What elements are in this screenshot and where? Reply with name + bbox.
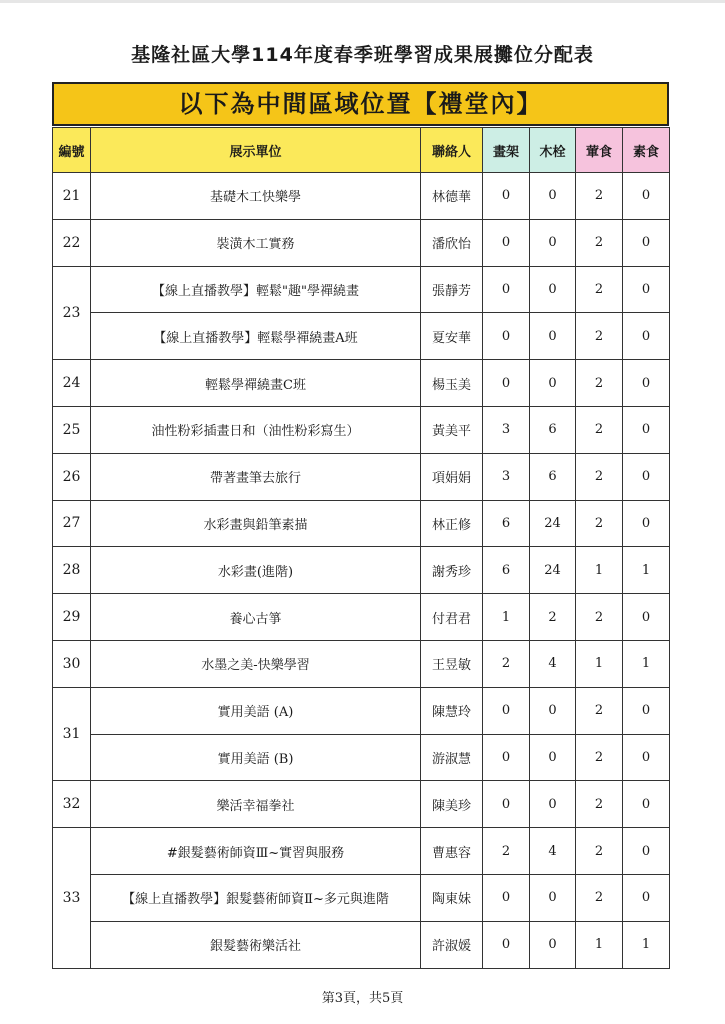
veg-meal-count-cell: 0 [623, 173, 670, 220]
wood-peg-count-cell: 0 [530, 921, 576, 968]
easel-count-cell: 3 [483, 453, 530, 500]
exhibit-unit-cell: 實用美語 (B) [91, 734, 421, 781]
wood-peg-count-cell: 6 [530, 406, 576, 453]
contact-person-cell: 謝秀珍 [421, 547, 483, 594]
table-row [53, 173, 670, 220]
wood-peg-count-cell: 0 [530, 360, 576, 407]
header-unit: 展示單位 [91, 128, 421, 173]
exhibit-unit-cell: 水彩畫(進階) [91, 547, 421, 594]
header-contact: 聯絡人 [421, 128, 483, 173]
contact-person-cell: 夏安華 [421, 313, 483, 360]
booth-number-cell: 32 [53, 781, 91, 828]
contact-person-cell: 黃美平 [421, 406, 483, 453]
veg-meal-count-cell: 0 [623, 594, 670, 641]
contact-person-cell: 陳慧玲 [421, 687, 483, 734]
meat-meal-count-cell: 2 [576, 453, 623, 500]
meat-meal-count-cell: 1 [576, 640, 623, 687]
scan-edge [0, 0, 725, 3]
booth-number-cell: 23 [53, 266, 91, 360]
wood-peg-count-cell: 2 [530, 594, 576, 641]
contact-person-cell: 王昱敏 [421, 640, 483, 687]
booth-number-cell: 21 [53, 173, 91, 220]
exhibit-unit-cell: 基礎木工快樂學 [91, 173, 421, 220]
veg-meal-count-cell: 0 [623, 266, 670, 313]
easel-count-cell: 0 [483, 781, 530, 828]
easel-count-cell: 0 [483, 173, 530, 220]
exhibit-unit-cell: 實用美語 (A) [91, 687, 421, 734]
veg-meal-count-cell: 0 [623, 734, 670, 781]
booth-number-cell: 22 [53, 219, 91, 266]
booth-number-cell: 27 [53, 500, 91, 547]
meat-meal-count-cell: 2 [576, 360, 623, 407]
wood-peg-count-cell: 0 [530, 266, 576, 313]
contact-person-cell: 項娟娟 [421, 453, 483, 500]
meat-meal-count-cell: 1 [576, 547, 623, 594]
exhibit-unit-cell: 帶著畫筆去旅行 [91, 453, 421, 500]
meat-meal-count-cell: 2 [576, 874, 623, 921]
easel-count-cell: 0 [483, 219, 530, 266]
wood-peg-count-cell: 0 [530, 781, 576, 828]
easel-count-cell: 2 [483, 828, 530, 875]
page-footer: 第3頁，共5頁 [321, 991, 404, 1006]
veg-meal-count-cell: 0 [623, 781, 670, 828]
header-wood-peg: 木栓 [530, 128, 576, 173]
easel-count-cell: 6 [483, 547, 530, 594]
meat-meal-count-cell: 2 [576, 781, 623, 828]
exhibit-unit-cell: 水墨之美-快樂學習 [91, 640, 421, 687]
contact-person-cell: 林正修 [421, 500, 483, 547]
veg-meal-count-cell: 1 [623, 547, 670, 594]
booth-number-cell: 30 [53, 640, 91, 687]
veg-meal-count-cell: 0 [623, 687, 670, 734]
table-row [53, 828, 670, 875]
table-row [53, 266, 670, 313]
wood-peg-count-cell: 0 [530, 734, 576, 781]
meat-meal-count-cell: 2 [576, 594, 623, 641]
table-row [53, 640, 670, 687]
table-row [53, 687, 670, 734]
wood-peg-count-cell: 24 [530, 547, 576, 594]
meat-meal-count-cell: 2 [576, 734, 623, 781]
table-row [53, 547, 670, 594]
veg-meal-count-cell: 0 [623, 360, 670, 407]
table-body [53, 173, 670, 969]
meat-meal-count-cell: 2 [576, 828, 623, 875]
contact-person-cell: 楊玉美 [421, 360, 483, 407]
easel-count-cell: 6 [483, 500, 530, 547]
booth-number-cell: 26 [53, 453, 91, 500]
contact-person-cell: 潘欣怡 [421, 219, 483, 266]
exhibit-unit-cell: 油性粉彩插畫日和（油性粉彩寫生） [91, 406, 421, 453]
contact-person-cell: 游淑慧 [421, 734, 483, 781]
meat-meal-count-cell: 2 [576, 500, 623, 547]
contact-person-cell: 林德華 [421, 173, 483, 220]
meat-meal-count-cell: 1 [576, 921, 623, 968]
booth-number-cell: 29 [53, 594, 91, 641]
table-row [53, 921, 670, 968]
table-row [53, 219, 670, 266]
header-easel: 畫架 [483, 128, 530, 173]
veg-meal-count-cell: 0 [623, 219, 670, 266]
exhibit-unit-cell: 養心古箏 [91, 594, 421, 641]
table-row [53, 500, 670, 547]
booth-number-cell: 31 [53, 687, 91, 781]
wood-peg-count-cell: 0 [530, 874, 576, 921]
meat-meal-count-cell: 2 [576, 266, 623, 313]
table-row [53, 313, 670, 360]
veg-meal-count-cell: 0 [623, 874, 670, 921]
contact-person-cell: 曹惠容 [421, 828, 483, 875]
booth-number-cell: 33 [53, 828, 91, 968]
easel-count-cell: 3 [483, 406, 530, 453]
header-meat-meal: 葷食 [576, 128, 623, 173]
exhibit-unit-cell: 輕鬆學禪繞畫C班 [91, 360, 421, 407]
table-row [53, 594, 670, 641]
wood-peg-count-cell: 4 [530, 640, 576, 687]
veg-meal-count-cell: 0 [623, 828, 670, 875]
contact-person-cell: 付君君 [421, 594, 483, 641]
easel-count-cell: 0 [483, 266, 530, 313]
meat-meal-count-cell: 2 [576, 219, 623, 266]
booth-number-cell: 25 [53, 406, 91, 453]
meat-meal-count-cell: 2 [576, 173, 623, 220]
booth-number-cell: 24 [53, 360, 91, 407]
header-veg-meal: 素食 [623, 128, 670, 173]
wood-peg-count-cell: 24 [530, 500, 576, 547]
wood-peg-count-cell: 0 [530, 173, 576, 220]
area-banner: 以下為中間區域位置【禮堂內】 [52, 82, 669, 126]
easel-count-cell: 0 [483, 313, 530, 360]
meat-meal-count-cell: 2 [576, 313, 623, 360]
wood-peg-count-cell: 6 [530, 453, 576, 500]
exhibit-unit-cell: #銀髮藝術師資Ⅲ~實習與服務 [91, 828, 421, 875]
exhibit-unit-cell: 銀髮藝術樂活社 [91, 921, 421, 968]
table-row [53, 781, 670, 828]
table-row [53, 874, 670, 921]
contact-person-cell: 許淑媛 [421, 921, 483, 968]
wood-peg-count-cell: 0 [530, 313, 576, 360]
header-no: 編號 [53, 128, 91, 173]
wood-peg-count-cell: 0 [530, 687, 576, 734]
veg-meal-count-cell: 0 [623, 500, 670, 547]
exhibit-unit-cell: 【線上直播教學】銀髮藝術師資Ⅱ~多元與進階 [91, 874, 421, 921]
document-title: 基隆社區大學114年度春季班學習成果展攤位分配表 [131, 44, 594, 66]
veg-meal-count-cell: 0 [623, 406, 670, 453]
easel-count-cell: 1 [483, 594, 530, 641]
booth-number-cell: 28 [53, 547, 91, 594]
veg-meal-count-cell: 0 [623, 313, 670, 360]
wood-peg-count-cell: 4 [530, 828, 576, 875]
table-row [53, 360, 670, 407]
exhibit-unit-cell: 水彩畫與鉛筆素描 [91, 500, 421, 547]
header-row [53, 128, 670, 173]
easel-count-cell: 0 [483, 874, 530, 921]
veg-meal-count-cell: 1 [623, 921, 670, 968]
meat-meal-count-cell: 2 [576, 687, 623, 734]
wood-peg-count-cell: 0 [530, 219, 576, 266]
exhibit-unit-cell: 裝潢木工實務 [91, 219, 421, 266]
easel-count-cell: 0 [483, 921, 530, 968]
easel-count-cell: 2 [483, 640, 530, 687]
table-row [53, 406, 670, 453]
contact-person-cell: 張靜芳 [421, 266, 483, 313]
exhibit-unit-cell: 【線上直播教學】輕鬆學禪繞畫A班 [91, 313, 421, 360]
easel-count-cell: 0 [483, 360, 530, 407]
veg-meal-count-cell: 0 [623, 453, 670, 500]
table-row [53, 453, 670, 500]
booth-table [52, 127, 670, 969]
contact-person-cell: 陳美珍 [421, 781, 483, 828]
table-row [53, 734, 670, 781]
meat-meal-count-cell: 2 [576, 406, 623, 453]
exhibit-unit-cell: 【線上直播教學】輕鬆"趣"學禪繞畫 [91, 266, 421, 313]
contact-person-cell: 陶東妹 [421, 874, 483, 921]
easel-count-cell: 0 [483, 687, 530, 734]
exhibit-unit-cell: 樂活幸福拳社 [91, 781, 421, 828]
easel-count-cell: 0 [483, 734, 530, 781]
veg-meal-count-cell: 1 [623, 640, 670, 687]
